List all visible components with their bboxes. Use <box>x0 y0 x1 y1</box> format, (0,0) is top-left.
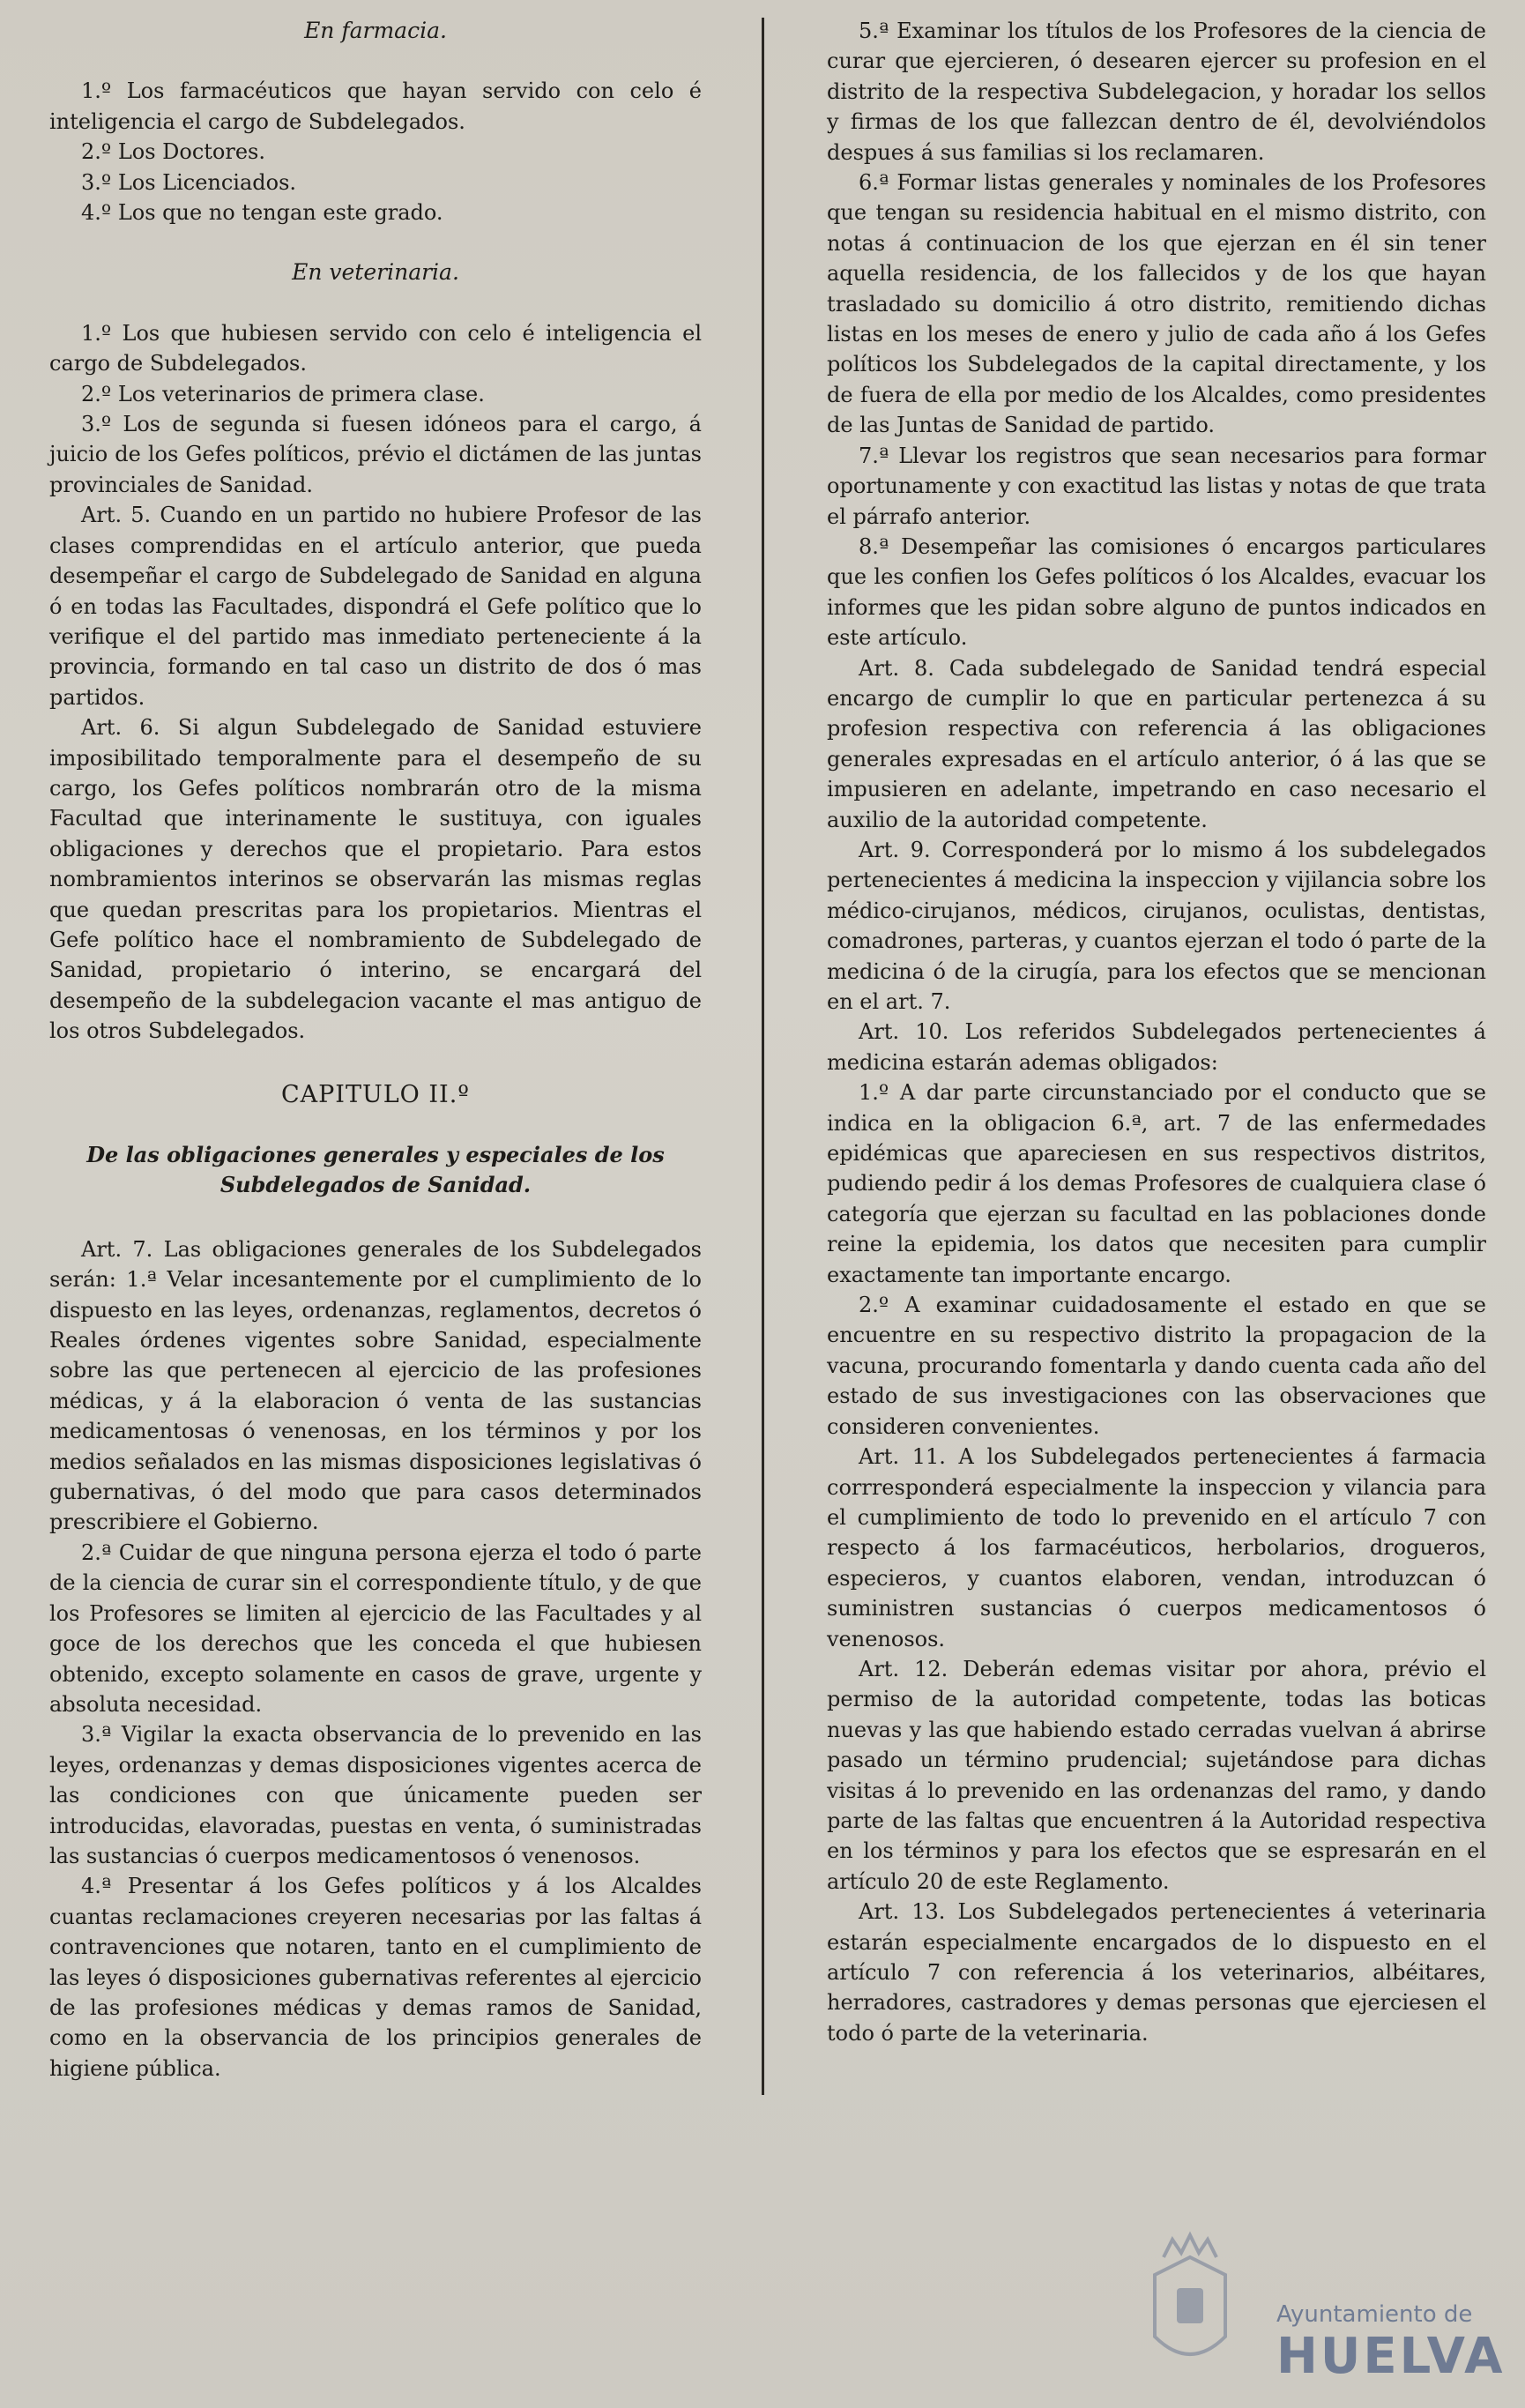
article-10: Art. 10. Los referidos Subdelegados pertenecientes á medicina estarán ademas obligados: <box>827 1019 1486 1075</box>
left-column <box>49 16 702 2084</box>
article-13: Art. 13. Los Subdelegados pertenecientes á veterinaria estarán especialmente encargados de lo dispuesto en el artículo 7 con referencia á los veterinarios, albéitares, herradores, castradores y demas personas que ejerciesen el todo ó parte de la veterinaria. <box>827 1899 1486 2046</box>
article-11: Art. 11. A los Subdelegados pertenecientes á farmacia corrresponderá especialmente la inspeccion y vilancia para el cumplimiento de todo lo prevenido en el artículo 7 con respecto á los farmacéuticos, herbolarios, drogueros, especieros, y cuantos elaboren, vendan, introduzcan ó suministren sustancias ó cuerpos medicamentosos ó venenosos. <box>827 1444 1486 1651</box>
farmacia-item-2: 2.º Los Doctores. <box>81 139 265 165</box>
obligation-6: 6.ª Formar listas generales y nominales de los Profesores que tengan su residencia habitual en el mismo distrito, con notas á continuacion de los que ejerzan en él sin tener aquella residencia, de los fallecidos y de los que hayan trasladado su domicilio á otro distrito, remitiendo dichas listas en los meses de enero y julio de cada año á los Gefes políticos los Subdelegados de la capital directamente, y los de fuera de ella por medio de los Alcaldes, como presidentes de las Juntas de Sanidad de partido. <box>827 170 1486 438</box>
farmacia-item-4: 4.º Los que no tengan este grado. <box>81 200 443 226</box>
watermark-top-text: Ayuntamiento de <box>1276 2301 1473 2328</box>
watermark-main-text: HUELVA <box>1276 2328 1506 2385</box>
heading-veterinaria: En veterinaria. <box>292 259 459 286</box>
article-10-item-2: 2.º A examinar cuidadosamente el estado en que se encuentre en su respectivo distrito la propagacion de la vacuna, procurando fomentarla y dando cuenta cada año del estado de sus investigaciones con las observaciones que consideren convenientes. <box>827 1293 1486 1439</box>
farmacia-item-3: 3.º Los Licenciados. <box>81 169 297 195</box>
veterinaria-item-3: 3.º Los de segunda si fuesen idóneos para el cargo, á juicio de los Gefes políticos, prévio el dictámen de las juntas provinciales de Sanidad. <box>49 412 702 497</box>
obligation-2: 2.ª Cuidar de que ninguna persona ejerza el todo ó parte de la ciencia de curar sin el correspondiente título, y de que los Profesores se limiten al ejercicio de las Facultades y al goce de los derechos que les conceda el que hubiesen obtenido, excepto solamente en casos de grave, urgente y absoluta necesidad. <box>49 1539 702 1717</box>
obligation-7: 7.ª Llevar los registros que sean necesarios para formar oportunamente y con exactitud las listas y notas de que trata el párrafo anterior. <box>827 443 1486 529</box>
column-divider <box>762 18 764 2095</box>
right-column <box>827 16 1486 2048</box>
obligation-5: 5.ª Examinar los títulos de los Profesores de la ciencia de curar que ejercieren, ó desearen ejercer su profesion en el distrito de la respectiva Subdelegacion, y horadar los sellos y firmas de los que fallezcan dentro de él, devolviéndolos despues á sus familias si los reclamaren. <box>827 19 1486 165</box>
obligation-4: 4.ª Presentar á los Gefes políticos y á los Alcaldes cuantas reclamaciones creyeren necesarias por las faltas á contravenciones que notaren, tanto en el cumplimiento de las leyes ó disposiciones gubernativas referentes al ejercicio de las profesiones médicas y demas ramos de Sanidad, como en la observancia de los principios generales de higiene pública. <box>49 1874 702 2081</box>
veterinaria-item-1: 1.º Los que hubiesen servido con celo é inteligencia el cargo de Subdelegados. <box>49 320 702 376</box>
article-9: Art. 9. Corresponderá por lo mismo á los subdelegados pertenecientes á medicina la inspeccion y vijilancia sobre los médico-cirujanos, médicos, cirujanos, oculistas, dentistas, comadrones, parteras, y cuantos ejerzan el todo ó parte de la medicina ó de la cirugía, para los efectos que se mencionan en el art. 7. <box>827 837 1486 1014</box>
farmacia-item-1: 1.º Los farmacéuticos que hayan servido con celo é inteligencia el cargo de Subdelegados. <box>49 78 702 134</box>
obligation-8: 8.ª Desempeñar las comisiones ó encargos particulares que les confien los Gefes políticos ó los Alcaldes, evacuar los informes que les pidan sobre alguno de puntos indicados en este artículo. <box>827 533 1486 651</box>
article-6: Art. 6. Si algun Subdelegado de Sanidad estuviere imposibilitado temporalmente para el desempeño de su cargo, los Gefes políticos nombrarán otro de la misma Facultad que interinamente le sustituya, con iguales obligaciones y derechos que el propietario. Para estos nombramientos interinos se observarán las mismas reglas que quedan prescritas para los propietarios. Mientras el Gefe político hace el nombramiento de Subdelegado de Sanidad, propietario ó interino, se encargará del desempeño de la subdelegacion vacante el mas antiguo de los otros Subdelegados. <box>49 715 702 1044</box>
veterinaria-item-2: 2.º Los veterinarios de primera clase. <box>81 381 485 406</box>
chapter-title: CAPITULO II.º <box>280 1080 470 1108</box>
article-8: Art. 8. Cada subdelegado de Sanidad tendrá especial encargo de cumplir lo que en particular pertenezca á su profesion respectiva con referencia á las obligaciones generales expresadas en el artículo anterior, ó á las que se impusieren en adelante, impetrando en caso necesario el auxilio de la autoridad competente. <box>827 655 1486 832</box>
article-10-item-1: 1.º A dar parte circunstanciado por el conducto que se indica en la obligacion 6.ª, art. 7 de las enfermedades epidémicas que apareciesen en sus respectivos distritos, pudiendo pedir á los demas Profesores de cualquiera clase ó categoría que ejerzan su facultad en las poblaciones donde reine la epidemia, los datos que necesiten para cumplir exactamente tan importante encargo. <box>827 1080 1486 1287</box>
article-7: Art. 7. Las obligaciones generales de los Subdelegados serán: 1.ª Velar incesantemente por el cumplimiento de lo dispuesto en las leyes, ordenanzas, reglamentos, decretos ó Reales órdenes vigentes sobre Sanidad, especialmente sobre las que pertenecen al ejercicio de las profesiones médicas, y á la elaboracion ó venta de las sustancias medicamentosas ó venenosas, en los términos y por los medios señalados en las mismas disposiciones legislativas ó gubernativas, ó del modo que para casos determinados prescribiere el Gobierno. <box>49 1236 702 1535</box>
heading-farmacia: En farmacia. <box>304 18 447 43</box>
article-12: Art. 12. Deberán edemas visitar por ahora, prévio el permiso de la autoridad competente, todas las boticas nuevas y las que habiendo estado cerradas vuelvan á abrirse pasado un término prudencial; sujetándose para dichas visitas á lo prevenido en las ordenanzas del ramo, y dando parte de las faltas que encuentren á la Autoridad respectiva en los términos y para los efectos que se espresarán en el artículo 20 de este Reglamento. <box>827 1656 1486 1894</box>
obligation-3: 3.ª Vigilar la exacta observancia de lo prevenido en las leyes, ordenanzas y demas disposiciones vigentes acerca de las condiciones con que únicamente pueden ser introducidas, elavoradas, puestas en venta, ó suministradas las sustancias ó cuerpos medicamentosos ó venenosos. <box>49 1722 702 1868</box>
article-5: Art. 5. Cuando en un partido no hubiere Profesor de las clases comprendidas en el artículo anterior, que pueda desempeñar el cargo de Subdelegado de Sanidad en alguna ó en todas las Facultades, dispondrá el Gefe político que lo verifique el del partido mas inmediato perteneciente á la provincia, formando en tal caso un distrito de dos ó mas partidos. <box>49 503 702 710</box>
chapter-subtitle: De las obligaciones generales y especiales de los Subdelegados de Sanidad. <box>86 1142 665 1198</box>
